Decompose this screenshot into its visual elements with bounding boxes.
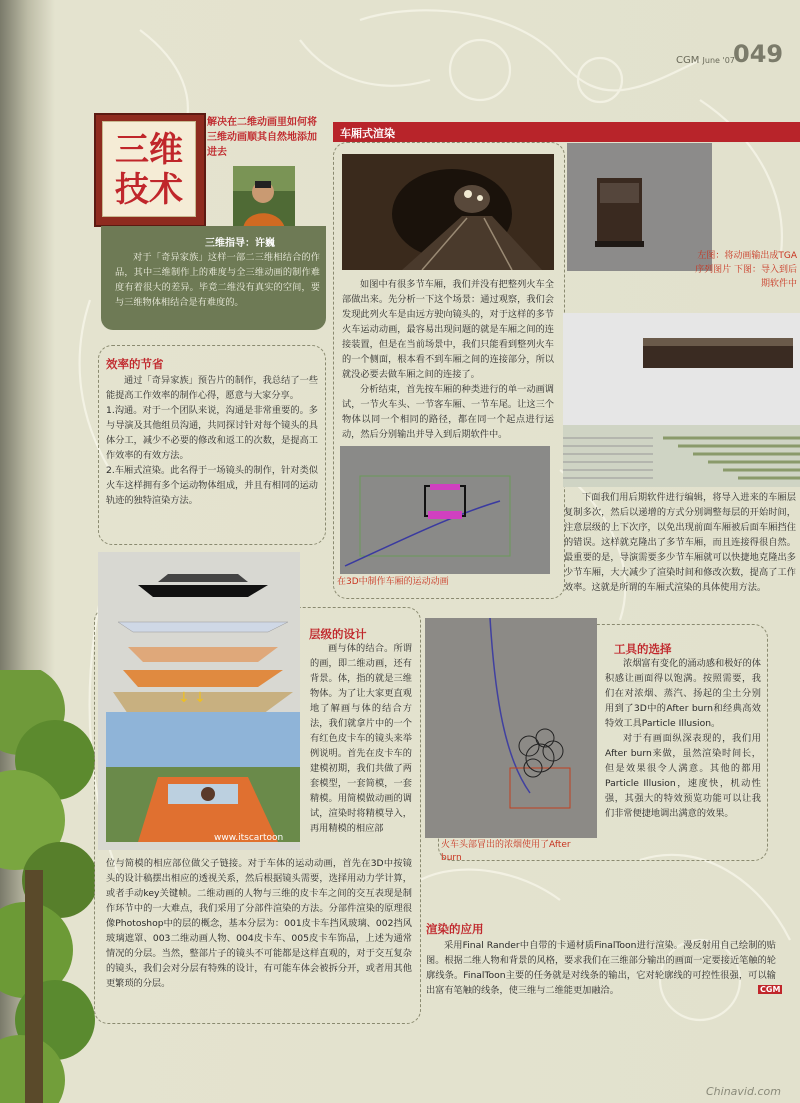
layers-para-wide: 位与简模的相应部位做父子链接。对于车体的运动动画，首先在3D中按镜头的设计稿摆出相应的透视关系，然后根据镜头需要，选择用动力学计算，或者手动key关键帧。二维动画的人物与三维的皮卡车之间的交互表现是制作环节中的一大难点，我们采用了分部件渲染的方法。分部件渲染的原理很像Photoshop中的层的概念，基本分层为：001皮卡车挡风玻璃、002挡风玻璃遮罩、003二维动画人物、004皮卡车、005皮卡车饰品，上述为通常情况的分层。当然，整部片子的镜头不可能都是这样直观的，对于交互复杂的镜头，我们会对分层有特殊的设计，有可能车体会被拆分开，或者用其他更繁琐的分层。 (106, 858, 412, 989)
badge-title: 三维技术 (115, 130, 183, 210)
layers-heading: 层级的设计 (309, 627, 367, 641)
tree-illustration (0, 670, 95, 1103)
efficiency-para-2: 1.沟通。对于一个团队来说，沟通是非常重要的。多与导演及其他组员沟通，共同探讨针对每个镜头的具体分工，减少不必要的修改和返工的次数，是提高工作效率的有效方法。 (106, 405, 318, 461)
train-title: 车厢式渲染 (340, 127, 395, 140)
train-car-render-image (567, 143, 712, 271)
train-para-3: 下面我们用后期软件进行编辑，将导入进来的车厢层复制多次，然后以递增的方式分别调整每层的开始时间，注意层级的上下次序，以免出现前面车厢被后面车厢挡住的错误。这样就克隆出了多节车厢，而且连接得很自然。最重要的是，导演需要多少节车厢就可以快捷地克隆出多少节车厢，大大减少了渲染时间和修改次数，提高了工作效率。这就是所谓的车厢式渲染的具体使用方法。 (564, 492, 796, 593)
tools-para-2: 对于有画面纵深表现的，我们用After burn来做，虽然渲染时间长，但是效果很令人满意。其他的都用Particle Illusion，速度快，机动性强，其强大的特效预览功能可以让我们非常便捷地调出满意的效果。 (605, 733, 761, 819)
train-para-1: 如图中有很多节车厢，我们并没有把整列火车全部做出来。先分析一下这个场景：通过观察，我们会发现此列火车是由远方驶向镜头的，对于这样的多节火车运动动画，最容易出现问题的就是车厢之间的连接装置，但是在当前场景中，我们只能看到整列火车的一个侧面，根本看不到车厢之间的连接部分，所以就没必要去做车厢之间的连接了。 (342, 279, 554, 380)
magazine-logo-text: CGM (676, 55, 700, 66)
tunnel-render-image (342, 154, 554, 270)
3d-scene-image (340, 446, 550, 574)
intro-teaser: 解决在二维动画里如何将三维动画顺其自然地添加进去 (207, 117, 317, 158)
train-text-3 (564, 490, 796, 595)
train-text-1 (342, 277, 554, 442)
layers-para-narrow: 画与体的结合。所谓的画，即二维动画，还有背景。体，指的就是三维物体。为了让大家更直观地了解画与体的结合方法，我们就拿片中的一个有红色皮卡车的镜头来举例说明。首先在皮卡车的建模初期，我们共做了两套模型，一套简模，一套精模。用简模做动画的调试，渲染时将精模导入，再用精模的相应部 (310, 643, 412, 834)
render-text (426, 938, 776, 998)
train-title-bar (333, 122, 800, 142)
tools-text (605, 656, 761, 821)
watermark: www.itscartoon (214, 833, 284, 843)
tools-caption: 火车头部冒出的浓烟使用了After burn (441, 840, 571, 863)
author-photo (233, 166, 295, 229)
render-heading: 渲染的应用 (426, 922, 484, 936)
site-watermark: Chinavid.com (706, 1085, 781, 1098)
magazine-name (676, 55, 735, 66)
render-body: 采用Final Rander中自带的卡通材质FinalToon进行渲染。漫反射用自己绘制的贴图。根据二维人物和背景的风格，要求我们在三维部分输出的画面一定要接近笔触的轮廓线条。FinalToon主要的任务就是对线条的输出，它对轮廓线的可控性很强，可以输出富有笔触的线条，使三维与二维能更加融洽。 (426, 940, 776, 996)
smoke-3d-image (425, 618, 597, 838)
page-number: 049 (733, 40, 784, 68)
intro-body: 对于「奇异家族」这样一部二三维相结合的作品，其中三维制作上的难度与全三维动画的制作难度有着很大的差异。毕竟二维没有真实的空间，要与三维物体相结合是有难度的。 (115, 252, 320, 308)
author-label: 三维指导：许巍 (205, 238, 275, 249)
compositing-software-image (563, 313, 800, 487)
svg-text:↓ ↓: ↓ ↓ (178, 690, 206, 706)
efficiency-heading: 效率的节省 (106, 357, 164, 371)
tools-heading: 工具的选择 (614, 642, 672, 656)
badge-inner (102, 121, 196, 217)
layers-text-narrow (310, 641, 412, 836)
tools-para-1: 浓烟富有变化的涌动感和极好的体积感让画面得以饱满。按照需要，我们在对浓烟、蒸汽、扬起的尘土分别用到了3D中的After burn和经典高效特效工具Particle Illusion。 (605, 658, 761, 729)
efficiency-text (106, 373, 318, 508)
end-mark: CGM (760, 985, 781, 994)
efficiency-para-3: 2.车厢式渲染。此名得于一场镜头的制作，针对类似火车这样拥有多个运动物体组成，并且有相同的运动轨迹的独特渲染方法。 (106, 465, 318, 506)
caption-3d: 在3D中制作车厢的运动动画 (337, 577, 449, 587)
layers-illustration (98, 552, 300, 850)
layers-text-wide (106, 856, 412, 991)
efficiency-para-1: 通过「奇异家族」预告片的制作，我总结了一些能提高工作效率的制作心得，愿意与大家分享。 (106, 375, 318, 401)
train-para-2: 分析结束，首先按车厢的种类进行的单一动画调试，一节火车头、一节客车厢、一节车尾。让这三个物体以同一个相同的路径，都在同一个起点进行运动，然后分别输出并导入到后期软件中。 (342, 384, 554, 440)
caption-right: 左图：将动画输出成TGA序列图片 下图：导入到后期软件中 (695, 251, 797, 289)
badge-frame (94, 113, 206, 227)
issue-date: June '07 (702, 56, 735, 65)
